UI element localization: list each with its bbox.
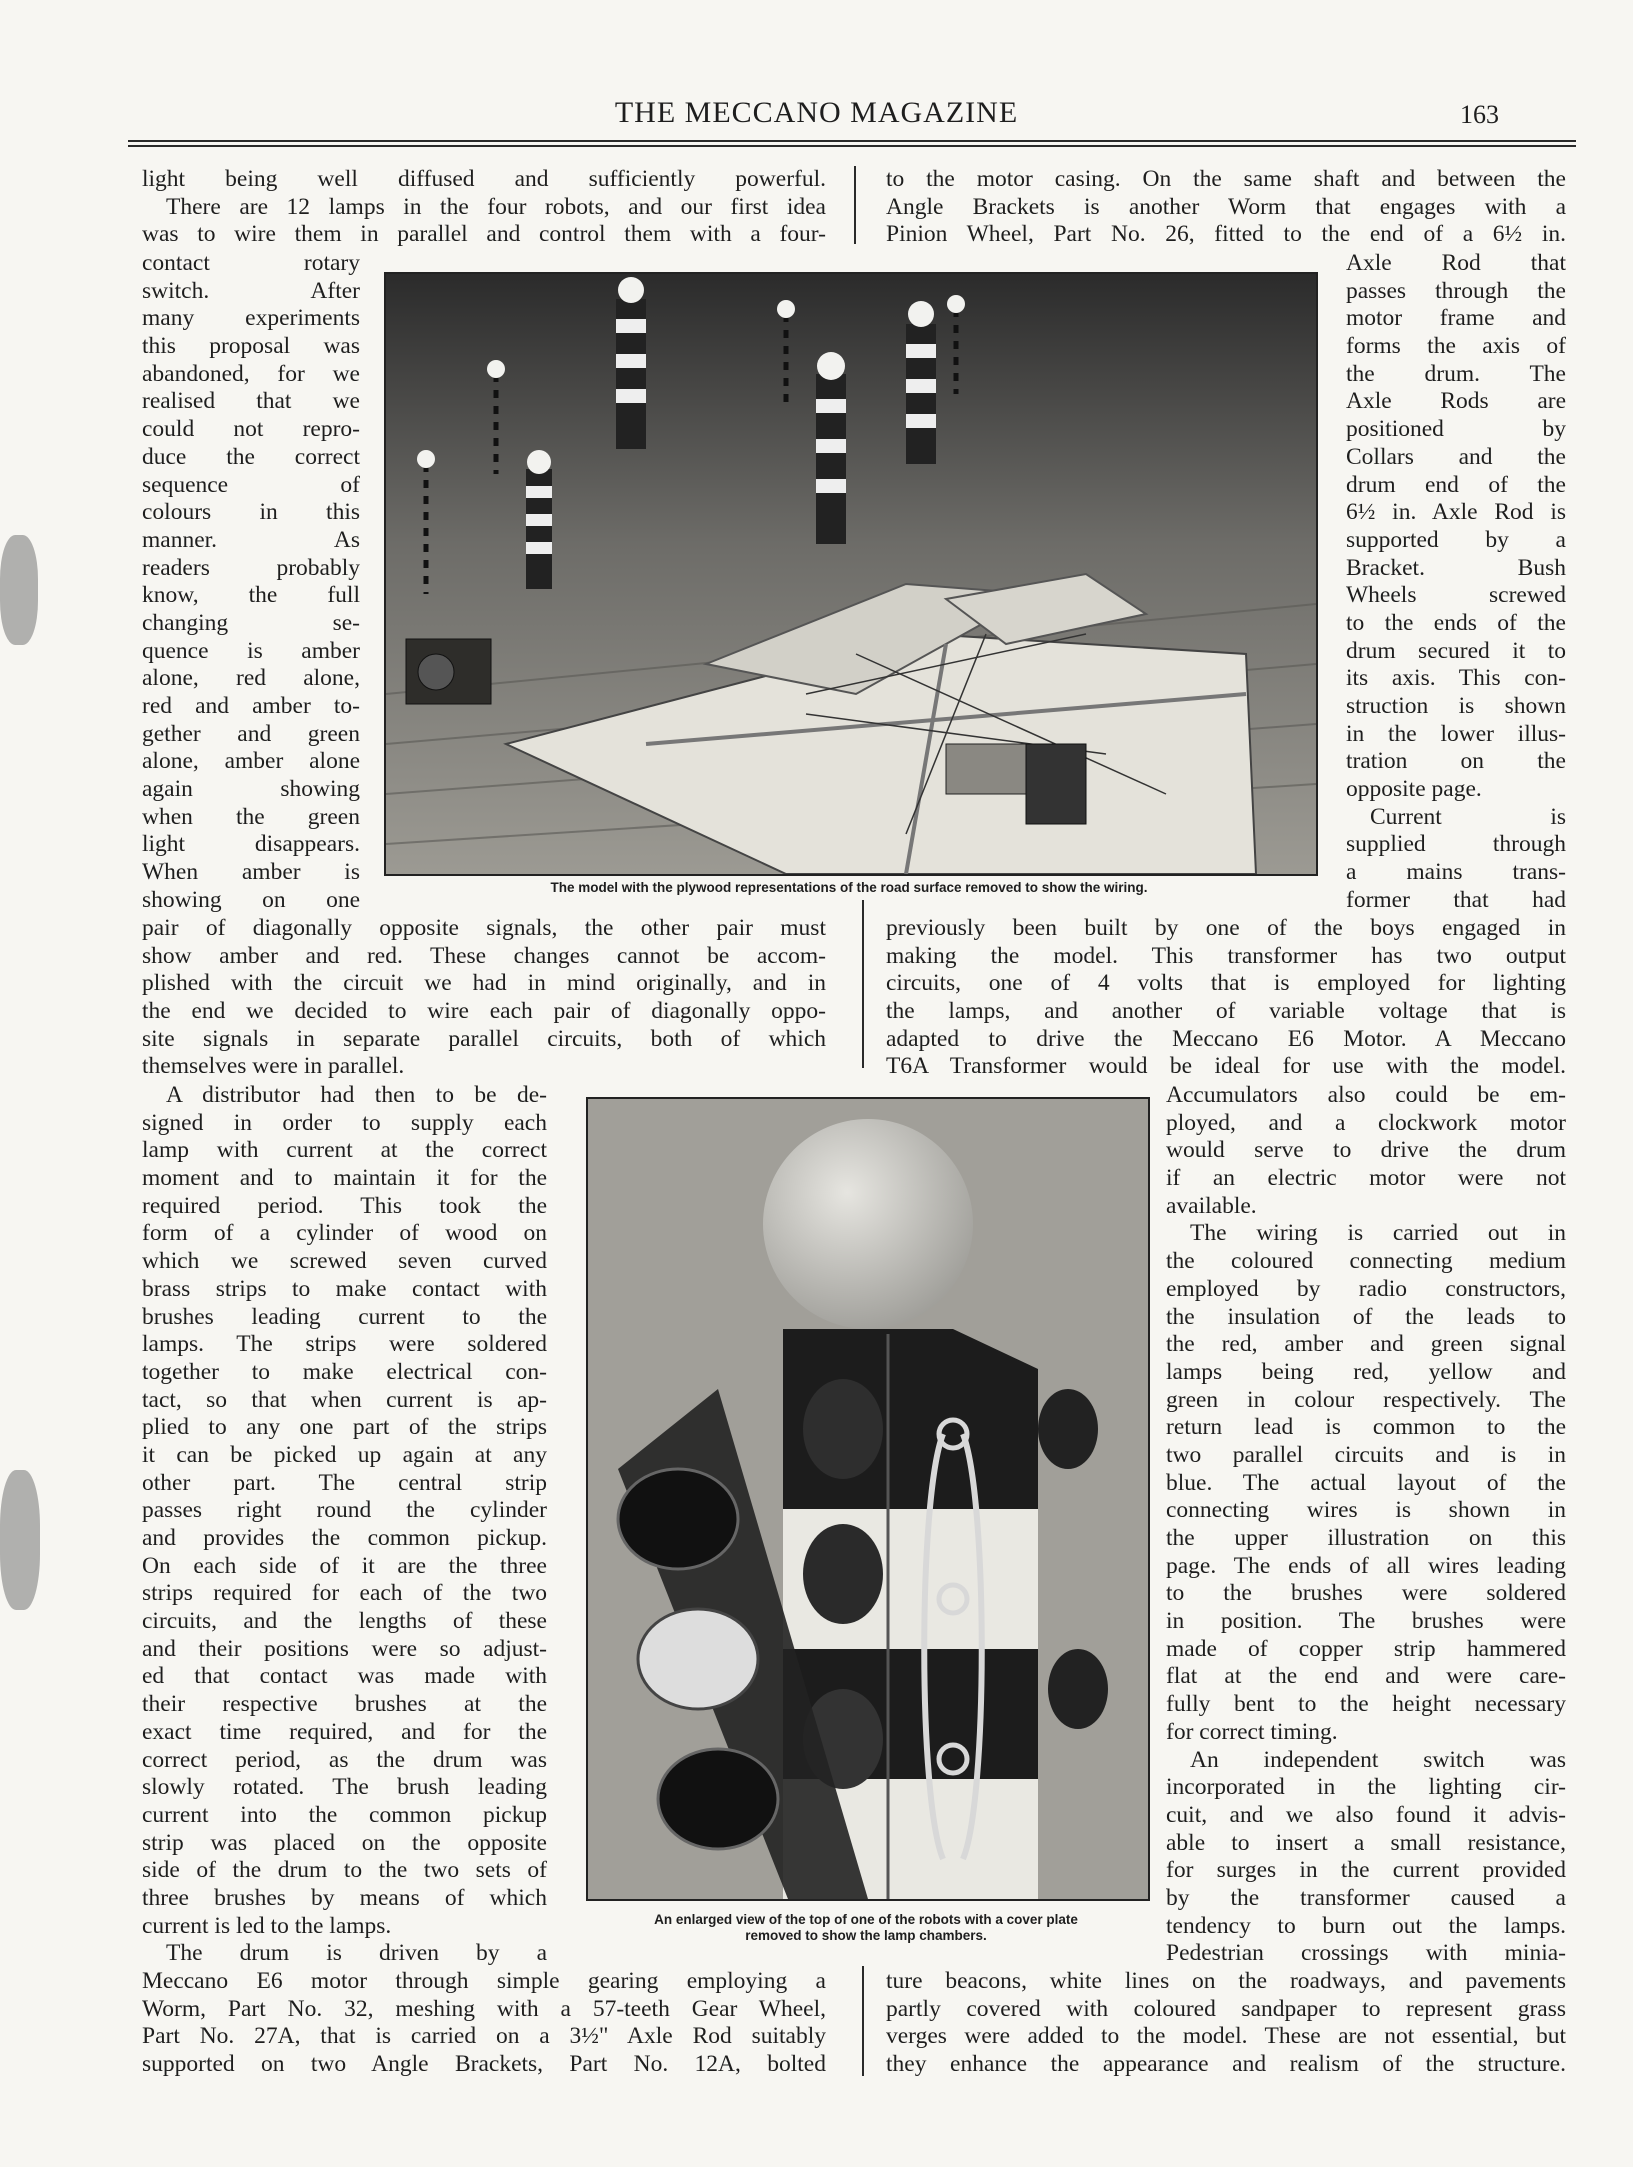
text-block-col1-top: light being well diffused and sufficiently powerful. There are 12 lamps in the four robots, and our first idea was to wire them in parallel and control them with a four- bbox=[142, 166, 826, 248]
model-wiring-photo bbox=[384, 272, 1318, 876]
text-block-col2-mid: previously been built by one of the boys engaged in making the model. This transformer has two output circuits, one of 4 volts that is employed for lighting the lamps, and another of variable voltage that is adapted to drive the Meccano E6 Motor. A Meccano T6A Transformer would be ideal for use with the model. bbox=[886, 915, 1566, 1080]
column-divider bbox=[854, 166, 856, 244]
model-photo-illustration bbox=[386, 274, 1316, 874]
page-number: 163 bbox=[1460, 100, 1499, 129]
bottom-figure-caption: An enlarged view of the top of one of the robots with a cover plate removed to show the lamp chambers. bbox=[654, 1912, 1078, 1943]
header-rule-bottom bbox=[128, 145, 1576, 147]
text-block-col1-bottom: Meccano E6 motor through simple gearing employing a Worm, Part No. 32, meshing with a 57-teeth Gear Wheel, Part No. 27A, that is carried on a 3½" Axle Rod suitably supported on two Angle Brackets, Part No. 12A, bolted bbox=[142, 1968, 826, 2078]
text-block-col1-mid: pair of diagonally opposite signals, the other pair must show amber and red. These changes cannot be accom- plished with the circuit we had in mind originally, and in the end we decided to wire each pair of diagonally oppo- site signals in separate parallel circuits, both of which themselves were in parallel. bbox=[142, 915, 826, 1080]
scan-edge-mark bbox=[0, 1470, 40, 1610]
top-figure-caption: The model with the plywood representations of the road surface removed to show the wiring. bbox=[550, 880, 1148, 895]
header-rule-top bbox=[128, 140, 1576, 142]
robot-closeup-photo bbox=[586, 1097, 1150, 1901]
text-block-col2-top: to the motor casing. On the same shaft and between the Angle Brackets is another Worm that engages with a Pinion Wheel, Part No. 26, fitted to the end of a 6½ in. bbox=[886, 166, 1566, 248]
column-divider bbox=[862, 1966, 864, 2076]
text-block-col1-narrow: contact rotary switch. After many experiments this proposal was abandoned, for we realised that we could not repro- duce the correct sequence of colours in this manner. As readers probably know, the full changing se- quence is amber alone, red alone, red and amber to- gether and green alone, amber alone again showing when the green light disappears. When amber is showing on one bbox=[142, 250, 360, 913]
column-divider bbox=[862, 900, 864, 1068]
text-block-col2-bottom: ture beacons, white lines on the roadways, and pavements partly covered with coloured sandpaper to represent grass verges were added to the model. These are not essential, but they enhance the appearance and realism of the structure. bbox=[886, 1968, 1566, 2078]
robot-photo-illustration bbox=[588, 1099, 1148, 1899]
scan-edge-mark bbox=[0, 535, 38, 645]
text-block-col1-lower: A distributor had then to be de- signed in order to supply each lamp with current at the correct moment and to maintain it for the required period. This took the form of a cylinder of wood on which we screwed seven curved brass strips to make contact with brushes leading current to the lamps. The strips were soldered together to make electrical con- tact, so that when current is ap- plied to any one part of the strips it can be picked up again at any other part. The central strip passes right round the cylinder and provides the common pickup. On each side of it are the three strips required for each of the two circuits, and the lengths of these and their positions were so adjust- ed that contact was made with their respective brushes at the exact time required, and for the correct period, as the drum was slowly rotated. The brush leading current into the common pickup strip was placed on the opposite side of the drum to the two sets of three brushes by means of which current is led to the lamps. The drum is driven by a bbox=[142, 1082, 547, 1967]
text-block-col2-lower: Accumulators also could be em- ployed, and a clockwork motor would serve to drive the drum if an electric motor were not available. The wiring is carried out in the coloured connecting medium employed by radio constructors, the insulation of the leads to the red, amber and green signal lamps being red, yellow and green in colour respectively. The return lead is common to the two parallel circuits and is in blue. The actual layout of the connecting wires is shown in the upper illustration on this page. The ends of all wires leading to the brushes were soldered in position. The brushes were made of copper strip hammered flat at the end and were care- fully bent to the height necessary for correct timing. An independent switch was incorporated in the lighting cir- cuit, and we also found it advis- able to insert a small resistance, for surges in the current provided by the transformer caused a tendency to burn out the lamps. Pedestrian crossings with minia- bbox=[1166, 1082, 1566, 1967]
magazine-title: THE MECCANO MAGAZINE bbox=[614, 96, 1019, 129]
text-block-col2-narrow: Axle Rod that passes through the motor frame and forms the axis of the drum. The Axle Rods are positioned by Collars and the drum end of the 6½ in. Axle Rod is supported by a Bracket. Bush Wheels screwed to the ends of the drum secured it to its axis. This con- struction is shown in the lower illus- tration on the opposite page. Current is supplied through a mains trans- former that had bbox=[1346, 250, 1566, 913]
